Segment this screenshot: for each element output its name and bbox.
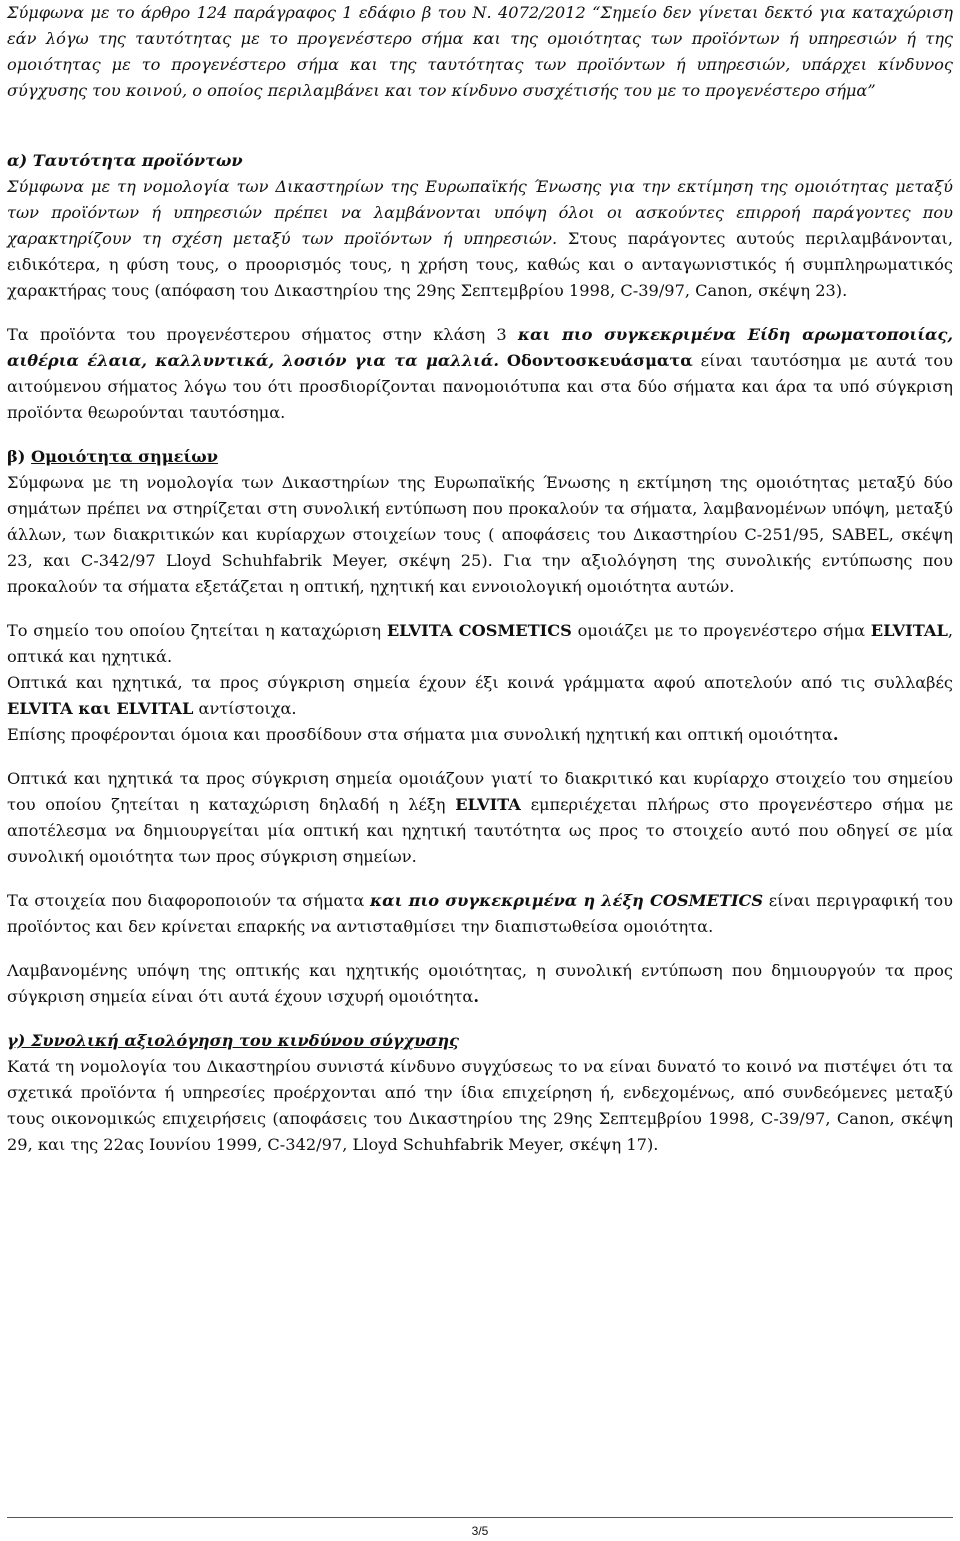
section-b-p6-text: Τα στοιχεία που διαφοροποιούν τα σήματα bbox=[7, 891, 371, 910]
page-footer bbox=[7, 1517, 953, 1538]
section-b-p7-text: Λαμβανομένης υπόψη της οπτικής και ηχητικής ομοιότητας, η συνολική εντύπωση που δημιουργούν τα προς σύγκριση σημεία είναι ότι αυτά έχουν ισχυρή ομοιότητα bbox=[7, 961, 953, 1006]
section-b-paragraph-6 bbox=[7, 888, 953, 940]
section-a-heading: α) Ταυτότητα προϊόντων bbox=[7, 151, 243, 170]
section-b-p5-rest: εμπεριέχεται πλήρως στο προγενέστερο σήμα με αποτέλεσμα να δημιουργείται μία οπτική και ηχητική ταυτότητα ως προς το στοιχείο αυτό που οδηγεί σε μία συνολική ομοιότητα των προς σύγκριση σημείων. bbox=[7, 795, 953, 866]
section-b-p4-period: . bbox=[832, 725, 839, 744]
document-page bbox=[7, 0, 953, 1158]
section-a-paragraph-1 bbox=[7, 174, 953, 304]
section-b-p7-period: . bbox=[473, 987, 479, 1006]
section-a-p2-space bbox=[499, 351, 507, 370]
section-b-p3-text: Οπτικά και ηχητικά, τα προς σύγκριση σημεία έχουν έξι κοινά γράμματα αφού αποτελούν από τις συλλαβές bbox=[7, 673, 953, 692]
legal-quote: Σύμφωνα με το άρθρο 124 παράγραφος 1 εδάφιο β του Ν. 4072/2012 “Σημείο δεν γίνεται δεκτό για καταχώριση εάν λόγω της ταυτότητας με το προγενέστερο σήμα και της ομοιότητας των προϊόντων ή υπηρεσιών ή της ομοιότητας με το προγενέστερο σήμα και της ταυτότητας των προϊόντων ή υπηρεσιών, υπάρχει κίνδυνος σύγχυσης του κοινού, ο οποίος περιλαμβάνει και τον κίνδυνο συσχέτισής του με το προγενέστερο σήμα” bbox=[7, 3, 953, 100]
section-b-p3-syllables: ELVITA και ELVITAL bbox=[7, 699, 194, 718]
section-b-p6-cosmetics: και πιο συγκεκριμένα η λέξη COSMETICS bbox=[370, 891, 764, 910]
section-b-paragraph-2 bbox=[7, 618, 953, 670]
section-b-p4-text: Επίσης προφέρονται όμοια και προσδίδουν στα σήματα μια συνολική ηχητική και οπτική ομοιότητα bbox=[7, 725, 833, 744]
section-b-p6-rest: είναι περιγραφική του προϊόντος και δεν κρίνεται επαρκής να αντισταθμίσει την διαπιστωθείσα ομοιότητα. bbox=[7, 891, 953, 936]
section-a-p1-italic: Σύμφωνα με τη νομολογία των Δικαστηρίων της Ευρωπαϊκής Ένωσης για την εκτίμηση της ομοιότητας μεταξύ των προϊόντων ή υπηρεσιών πρέπει να λαμβάνονται υπόψη όλοι οι ασκούντες επιρροή παράγοντες που χαρακτηρίζουν τη σχέση μεταξύ των προϊόντων ή υπηρεσιών. bbox=[7, 177, 953, 248]
section-c-heading: γ) Συνολική αξιολόγηση του κινδύνου σύγχυσης bbox=[7, 1031, 459, 1050]
section-a-p2-toothpaste: Οδοντοσκευάσματα bbox=[506, 351, 693, 370]
section-b-p2-text: Το σημείο του οποίου ζητείται η καταχώριση bbox=[7, 621, 387, 640]
section-a-p2-products: και πιο συγκεκριμένα Είδη αρωματοποιίας, αιθέρια έλαια, καλλυντικά, λοσιόν για τα μαλλιά. bbox=[7, 325, 953, 370]
section-b-paragraph-1: Σύμφωνα με τη νομολογία των Δικαστηρίων της Ευρωπαϊκής Ένωσης η εκτίμηση της ομοιότητας μεταξύ δύο σημάτων πρέπει να στηρίζεται στη συνολική εντύπωση που προκαλούν τα σήματα, λαμβανομένων υπόψη, μεταξύ άλλων, των διακριτικών και κυρίαρχων στοιχείων τους ( αποφάσεις του Δικαστηρίου C-251/95, SABEL, σκέψη 23, και C-342/97 Lloyd Schuhfabrik Meyer, σκέψη 25). Για την αξιολόγηση της συνολικής εντύπωσης που προκαλούν τα σήματα εξετάζεται η οπτική, ηχητική και εννοιολογική ομοιότητα αυτών. bbox=[7, 473, 953, 596]
section-b-heading-prefix: β) bbox=[7, 447, 32, 466]
section-b-p2-earlier-mark: ELVITAL bbox=[870, 621, 948, 640]
page-number: 3/5 bbox=[471, 1524, 489, 1538]
section-a-paragraph-2 bbox=[7, 322, 953, 426]
section-b-p5-text: Οπτικά και ηχητικά τα προς σύγκριση σημεία ομοιάζουν γιατί το διακριτικό και κυρίαρχο στοιχείο του σημείου του οποίου ζητείται η καταχώριση δηλαδή η λέξη bbox=[7, 769, 953, 814]
section-b-p2-end: , οπτικά και ηχητικά. bbox=[7, 621, 953, 666]
section-c-paragraph-1: Κατά τη νομολογία του Δικαστηρίου συνιστά κίνδυνο συγχύσεως το να είναι δυνατό το κοινό να πιστέψει ότι τα σχετικά προϊόντα ή υπηρεσίες προέρχονται από την ίδια επιχείρηση ή, ενδεχομένως, από συνδεόμενες μεταξύ τους οικονομικώς επιχειρήσεις (αποφάσεις του Δικαστηρίου της 29ης Σεπτεμβρίου 1998, C-39/97, Canon, σκέψη 29, και της 22ας Ιουνίου 1999, C-342/97, Lloyd Schuhfabrik Meyer, σκέψη 17). bbox=[7, 1057, 953, 1154]
section-a-p2-text: Τα προϊόντα του προγενέστερου σήματος στην κλάση 3 bbox=[7, 325, 518, 344]
section-b-p2-mark-applied: ELVITA COSMETICS bbox=[386, 621, 572, 640]
section-b-paragraph-5 bbox=[7, 766, 953, 870]
section-b-paragraph-3 bbox=[7, 670, 953, 722]
section-b-p5-word: ELVITA bbox=[455, 795, 521, 814]
section-b-p2-mid: ομοιάζει με το προγενέστερο σήμα bbox=[571, 621, 871, 640]
section-a-p2-rest: είναι ταυτόσημα με αυτά του αιτούμενου σήματος λόγω του ότι προσδιορίζονται πανομοιότυπα και στα δύο σήματα και άρα τα υπό σύγκριση προϊόντα θεωρούνται ταυτόσημα. bbox=[7, 351, 953, 422]
section-b-paragraph-7 bbox=[7, 958, 953, 1010]
section-b-paragraph-4 bbox=[7, 722, 953, 748]
section-b-heading bbox=[7, 444, 953, 470]
section-b-p3-end: αντίστοιχα. bbox=[193, 699, 297, 718]
section-a-p1-regular: Στους παράγοντες αυτούς περιλαμβάνονται, ειδικότερα, η φύση τους, ο προορισμός τους, η χρήση τους, καθώς και ο ανταγωνιστικός ή συμπληρωματικός χαρακτήρας τους (απόφαση του Δικαστηρίου της 29ης Σεπτεμβρίου 1998, C-39/97, Canon, σκέψη 23). bbox=[7, 229, 953, 300]
section-b-heading-title: Ομοιότητα σημείων bbox=[31, 447, 218, 466]
